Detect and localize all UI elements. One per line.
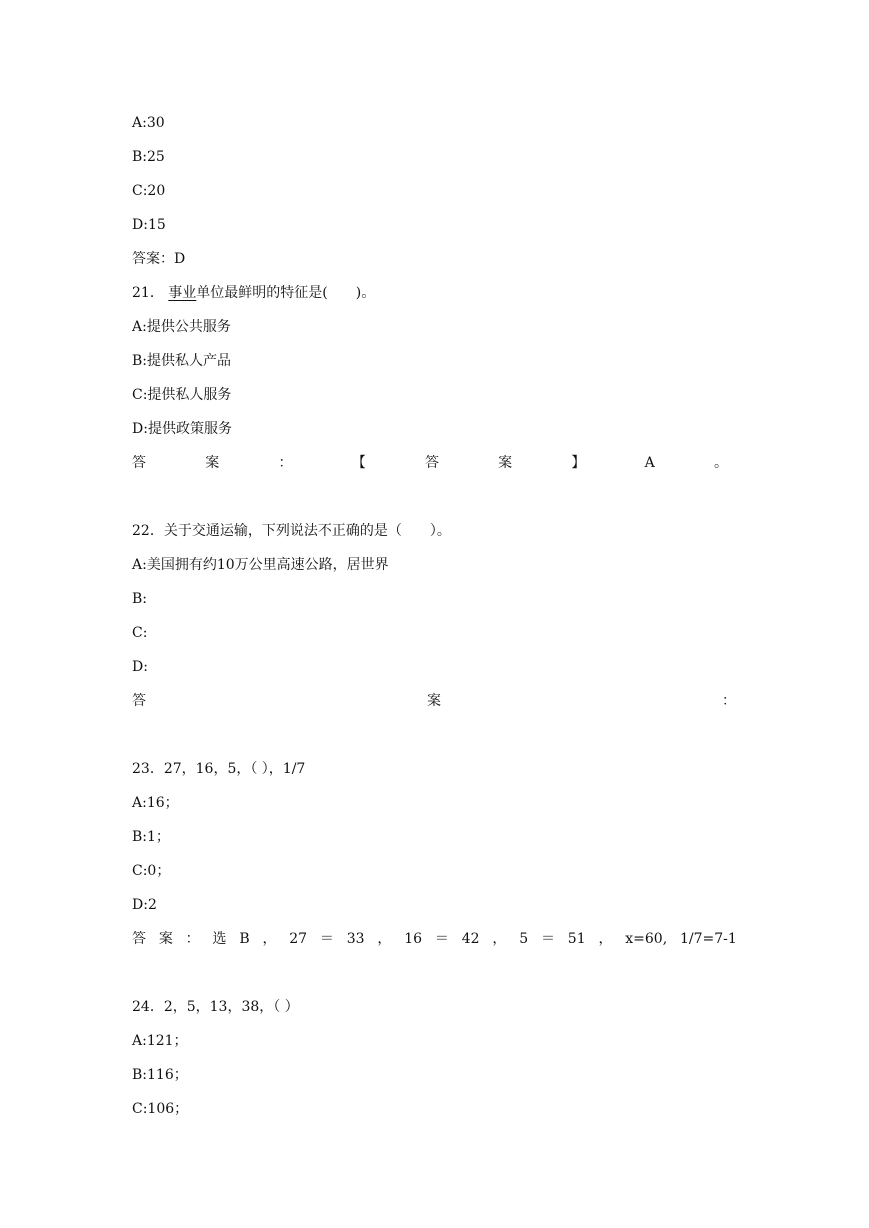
q21-option-d: D:提供政策服务 bbox=[132, 421, 232, 437]
answer-token: 27 bbox=[289, 931, 308, 947]
q22-option-d: D: bbox=[132, 659, 148, 675]
answer-token: ＝ bbox=[319, 931, 334, 947]
q23-option-a: A:16； bbox=[132, 795, 179, 811]
q22-stem: 22．关于交通运输，下列说法不正确的是（ ）。 bbox=[132, 523, 451, 539]
answer-token: ， bbox=[598, 931, 613, 947]
q20-option-d: D:15 bbox=[132, 217, 166, 233]
q23-option-d: D:2 bbox=[132, 897, 157, 913]
q21-option-b: B:提供私人产品 bbox=[132, 353, 232, 369]
answer-token: ＝ bbox=[540, 931, 555, 947]
answer-token: 答 bbox=[132, 455, 146, 471]
answer-token: 【 bbox=[351, 455, 366, 471]
answer-token: 案 bbox=[158, 931, 173, 947]
q20-answer: 答案：D bbox=[132, 251, 186, 267]
q23-option-b: B:1； bbox=[132, 829, 170, 845]
q22-option-a: A:美国拥有约10万公里高速公路，居世界 bbox=[132, 557, 389, 573]
answer-token: A bbox=[644, 455, 655, 471]
answer-token: 51 bbox=[567, 931, 586, 947]
answer-token: ， bbox=[492, 931, 507, 947]
q24-stem: 24．2，5，13，38，（ ） bbox=[132, 999, 299, 1015]
q21-stem bbox=[132, 284, 375, 302]
q24-option-a: A:121； bbox=[132, 1033, 188, 1049]
q21-underlined-term: 事业 bbox=[168, 285, 197, 301]
q22-option-b: B: bbox=[132, 591, 148, 607]
answer-token: 答 bbox=[132, 693, 146, 709]
q20-option-c: C:20 bbox=[132, 183, 166, 199]
answer-token: 案 bbox=[205, 455, 220, 471]
answer-token: 5 bbox=[519, 931, 529, 947]
answer-token: x=60, bbox=[625, 931, 668, 947]
answer-token: 。 bbox=[714, 455, 728, 471]
q23-stem: 23．27，16，5，（ ），1/7 bbox=[132, 761, 306, 777]
answer-token: 42 bbox=[461, 931, 480, 947]
answer-token: 16 bbox=[404, 931, 423, 947]
answer-token: 案 bbox=[427, 693, 441, 709]
answer-token: 】 bbox=[571, 455, 586, 471]
answer-token: 1/7=7-1 bbox=[679, 931, 737, 947]
answer-token: 33 bbox=[346, 931, 365, 947]
answer-token: ＝ bbox=[434, 931, 449, 947]
q21-answer bbox=[132, 454, 728, 472]
q24-option-c: C:106； bbox=[132, 1101, 189, 1117]
q24-option-b: B:116； bbox=[132, 1067, 188, 1083]
q22-answer bbox=[132, 692, 736, 710]
answer-token: B bbox=[239, 931, 250, 947]
q23-answer bbox=[132, 930, 737, 948]
answer-token: 答 bbox=[132, 931, 146, 947]
q22-option-c: C: bbox=[132, 625, 148, 641]
q20-option-a: A:30 bbox=[132, 115, 165, 131]
answer-token: ： bbox=[278, 455, 293, 471]
q21-option-a: A:提供公共服务 bbox=[132, 319, 231, 335]
q21-option-c: C:提供私人服务 bbox=[132, 387, 232, 403]
answer-token: ， bbox=[262, 931, 277, 947]
q21-stem-rest: 单位最鲜明的特征是( )。 bbox=[196, 285, 376, 301]
answer-token: 案 bbox=[498, 455, 513, 471]
q20-option-b: B:25 bbox=[132, 149, 165, 165]
q21-number: 21． bbox=[132, 285, 164, 301]
answer-token: 选 bbox=[212, 931, 227, 947]
answer-token: ： bbox=[185, 931, 200, 947]
answer-token: ， bbox=[377, 931, 392, 947]
answer-token: 答 bbox=[424, 455, 439, 471]
q23-option-c: C:0； bbox=[132, 863, 171, 879]
answer-token: ： bbox=[722, 693, 736, 709]
